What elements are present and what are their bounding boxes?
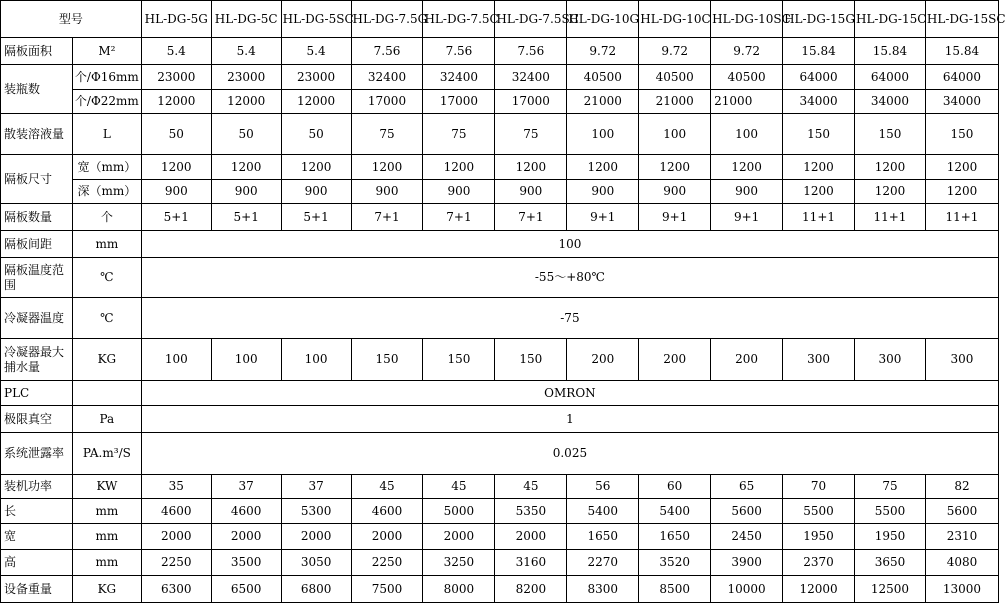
shelf-area-value: 15.84 bbox=[783, 38, 855, 65]
shelf-count-value: 9+1 bbox=[567, 204, 639, 231]
weight-value: 8500 bbox=[639, 576, 711, 603]
bottle-count-value: 40500 bbox=[639, 65, 711, 90]
length-value: 4600 bbox=[211, 499, 281, 524]
bottle-count-row bbox=[1, 65, 999, 90]
bulk-volume-value: 75 bbox=[495, 114, 567, 155]
shelf-count-value: 7+1 bbox=[351, 204, 423, 231]
shelf-count-label: 隔板数量 bbox=[1, 204, 73, 231]
length-value: 5500 bbox=[783, 499, 855, 524]
length-value: 5000 bbox=[423, 499, 495, 524]
bottle-count-label: 装瓶数 bbox=[1, 65, 73, 114]
height-value: 3650 bbox=[855, 550, 926, 576]
plc-label: PLC bbox=[1, 381, 73, 406]
shelf-size-value: 1200 bbox=[281, 155, 351, 180]
leak-rate-unit: PA.m³/S bbox=[72, 433, 141, 475]
shelf-spacing-unit: mm bbox=[72, 231, 141, 258]
condenser-capacity-value: 100 bbox=[281, 339, 351, 381]
width-value: 2000 bbox=[211, 524, 281, 550]
width-value: 2000 bbox=[141, 524, 211, 550]
bulk-volume-value: 100 bbox=[567, 114, 639, 155]
leak-rate-label: 系统泄露率 bbox=[1, 433, 73, 475]
bottle-count-value: 32400 bbox=[495, 65, 567, 90]
bottle-count-value: 21000 bbox=[639, 90, 711, 114]
length-value: 5400 bbox=[567, 499, 639, 524]
power-value: 45 bbox=[495, 475, 567, 499]
shelf-count-value: 11+1 bbox=[783, 204, 855, 231]
weight-value: 12000 bbox=[783, 576, 855, 603]
condenser-capacity-value: 150 bbox=[423, 339, 495, 381]
vacuum-label: 极限真空 bbox=[1, 406, 73, 433]
height-label: 高 bbox=[1, 550, 73, 576]
shelf-count-value: 5+1 bbox=[211, 204, 281, 231]
width-value: 1650 bbox=[567, 524, 639, 550]
width-label: 宽 bbox=[1, 524, 73, 550]
shelf-temp-row bbox=[1, 258, 999, 298]
weight-row bbox=[1, 576, 999, 603]
model-header: HL-DG-15C bbox=[855, 1, 926, 38]
condenser-capacity-value: 300 bbox=[925, 339, 998, 381]
power-value: 35 bbox=[141, 475, 211, 499]
power-value: 60 bbox=[639, 475, 711, 499]
condenser-capacity-value: 300 bbox=[855, 339, 926, 381]
bottle-count-value: 64000 bbox=[855, 65, 926, 90]
model-header: HL-DG-5G bbox=[141, 1, 211, 38]
bottle-count-value: 32400 bbox=[351, 65, 423, 90]
condenser-capacity-value: 200 bbox=[639, 339, 711, 381]
bulk-volume-value: 50 bbox=[281, 114, 351, 155]
bottle-count-unit: 个/Φ22mm bbox=[72, 90, 141, 114]
power-value: 45 bbox=[423, 475, 495, 499]
weight-value: 6800 bbox=[281, 576, 351, 603]
bulk-volume-unit: L bbox=[72, 114, 141, 155]
model-header: HL-DG-5SC bbox=[281, 1, 351, 38]
height-value: 3160 bbox=[495, 550, 567, 576]
weight-unit: KG bbox=[72, 576, 141, 603]
weight-value: 8000 bbox=[423, 576, 495, 603]
bottle-count-value: 17000 bbox=[495, 90, 567, 114]
shelf-size-value: 900 bbox=[639, 180, 711, 204]
shelf-size-label: 隔板尺寸 bbox=[1, 155, 73, 204]
model-header: HL-DG-7.5C bbox=[423, 1, 495, 38]
shelf-size-value: 1200 bbox=[423, 155, 495, 180]
height-value: 2250 bbox=[351, 550, 423, 576]
weight-value: 6500 bbox=[211, 576, 281, 603]
length-value: 5600 bbox=[711, 499, 783, 524]
width-value: 2000 bbox=[495, 524, 567, 550]
power-value: 70 bbox=[783, 475, 855, 499]
vacuum-unit: Pa bbox=[72, 406, 141, 433]
height-value: 4080 bbox=[925, 550, 998, 576]
bottle-count-value: 12000 bbox=[211, 90, 281, 114]
shelf-area-row bbox=[1, 38, 999, 65]
width-unit: mm bbox=[72, 524, 141, 550]
shelf-size-value: 1200 bbox=[495, 155, 567, 180]
shelf-size-value: 900 bbox=[281, 180, 351, 204]
height-value: 2270 bbox=[567, 550, 639, 576]
shelf-area-value: 5.4 bbox=[141, 38, 211, 65]
power-value: 37 bbox=[211, 475, 281, 499]
weight-value: 7500 bbox=[351, 576, 423, 603]
power-value: 65 bbox=[711, 475, 783, 499]
height-row bbox=[1, 550, 999, 576]
length-value: 5600 bbox=[925, 499, 998, 524]
shelf-size-value: 900 bbox=[423, 180, 495, 204]
shelf-count-value: 9+1 bbox=[711, 204, 783, 231]
bottle-count-value: 34000 bbox=[783, 90, 855, 114]
condenser-capacity-value: 100 bbox=[141, 339, 211, 381]
vacuum-value: 1 bbox=[141, 406, 998, 433]
bulk-volume-value: 50 bbox=[141, 114, 211, 155]
model-header: HL-DG-7.5G bbox=[351, 1, 423, 38]
shelf-size-value: 1200 bbox=[639, 155, 711, 180]
power-value: 45 bbox=[351, 475, 423, 499]
bulk-volume-value: 150 bbox=[783, 114, 855, 155]
shelf-area-value: 5.4 bbox=[211, 38, 281, 65]
shelf-area-value: 7.56 bbox=[351, 38, 423, 65]
bottle-count-row bbox=[1, 90, 999, 114]
shelf-spacing-value: 100 bbox=[141, 231, 998, 258]
shelf-size-unit: 深（mm） bbox=[72, 180, 141, 204]
bulk-volume-value: 100 bbox=[711, 114, 783, 155]
shelf-count-value: 11+1 bbox=[925, 204, 998, 231]
width-value: 2000 bbox=[423, 524, 495, 550]
condenser-capacity-value: 150 bbox=[495, 339, 567, 381]
condenser-temp-value: -75 bbox=[141, 298, 998, 339]
shelf-area-value: 9.72 bbox=[567, 38, 639, 65]
height-value: 3900 bbox=[711, 550, 783, 576]
bottle-count-value: 23000 bbox=[211, 65, 281, 90]
condenser-temp-label: 冷凝器温度 bbox=[1, 298, 73, 339]
power-value: 82 bbox=[925, 475, 998, 499]
shelf-size-value: 900 bbox=[495, 180, 567, 204]
condenser-capacity-value: 200 bbox=[711, 339, 783, 381]
shelf-temp-unit: ℃ bbox=[72, 258, 141, 298]
width-value: 1950 bbox=[783, 524, 855, 550]
weight-value: 13000 bbox=[925, 576, 998, 603]
shelf-size-value: 900 bbox=[211, 180, 281, 204]
shelf-size-row bbox=[1, 155, 999, 180]
model-header: HL-DG-15SC bbox=[925, 1, 998, 38]
weight-value: 10000 bbox=[711, 576, 783, 603]
condenser-capacity-value: 100 bbox=[211, 339, 281, 381]
power-value: 75 bbox=[855, 475, 926, 499]
bottle-count-value: 21000 bbox=[567, 90, 639, 114]
shelf-size-value: 1200 bbox=[141, 155, 211, 180]
shelf-area-value: 7.56 bbox=[423, 38, 495, 65]
condenser-temp-unit: ℃ bbox=[72, 298, 141, 339]
model-header: HL-DG-10G bbox=[567, 1, 639, 38]
height-value: 2250 bbox=[141, 550, 211, 576]
condenser-capacity-value: 200 bbox=[567, 339, 639, 381]
bottle-count-value: 34000 bbox=[855, 90, 926, 114]
condenser-capacity-unit: KG bbox=[72, 339, 141, 381]
shelf-area-value: 15.84 bbox=[925, 38, 998, 65]
shelf-count-value: 7+1 bbox=[423, 204, 495, 231]
shelf-area-value: 9.72 bbox=[711, 38, 783, 65]
bottle-count-value: 12000 bbox=[141, 90, 211, 114]
shelf-size-row bbox=[1, 180, 999, 204]
shelf-size-value: 1200 bbox=[925, 180, 998, 204]
width-value: 2000 bbox=[281, 524, 351, 550]
shelf-size-value: 1200 bbox=[783, 155, 855, 180]
width-value: 2000 bbox=[351, 524, 423, 550]
bulk-volume-label: 散装溶液量 bbox=[1, 114, 73, 155]
condenser-capacity-value: 300 bbox=[783, 339, 855, 381]
bulk-volume-value: 75 bbox=[351, 114, 423, 155]
condenser-capacity-value: 150 bbox=[351, 339, 423, 381]
shelf-size-unit: 宽（mm） bbox=[72, 155, 141, 180]
height-value: 2370 bbox=[783, 550, 855, 576]
bottle-count-value: 40500 bbox=[567, 65, 639, 90]
plc-unit bbox=[72, 381, 141, 406]
length-unit: mm bbox=[72, 499, 141, 524]
width-value: 1950 bbox=[855, 524, 926, 550]
shelf-size-value: 900 bbox=[711, 180, 783, 204]
shelf-area-value: 5.4 bbox=[281, 38, 351, 65]
leak-rate-row bbox=[1, 433, 999, 475]
bulk-volume-value: 150 bbox=[925, 114, 998, 155]
power-label: 装机功率 bbox=[1, 475, 73, 499]
length-value: 5300 bbox=[281, 499, 351, 524]
shelf-area-label: 隔板面积 bbox=[1, 38, 73, 65]
length-value: 5400 bbox=[639, 499, 711, 524]
shelf-count-value: 9+1 bbox=[639, 204, 711, 231]
shelf-size-value: 1200 bbox=[783, 180, 855, 204]
weight-value: 8300 bbox=[567, 576, 639, 603]
shelf-size-value: 900 bbox=[567, 180, 639, 204]
leak-rate-value: 0.025 bbox=[141, 433, 998, 475]
bulk-volume-value: 100 bbox=[639, 114, 711, 155]
power-value: 37 bbox=[281, 475, 351, 499]
bottle-count-value: 12000 bbox=[281, 90, 351, 114]
header-row bbox=[1, 1, 999, 38]
shelf-size-value: 1200 bbox=[351, 155, 423, 180]
condenser-temp-row bbox=[1, 298, 999, 339]
bulk-volume-row bbox=[1, 114, 999, 155]
shelf-size-value: 900 bbox=[141, 180, 211, 204]
height-value: 3250 bbox=[423, 550, 495, 576]
bottle-count-value: 23000 bbox=[281, 65, 351, 90]
shelf-area-value: 7.56 bbox=[495, 38, 567, 65]
length-value: 5350 bbox=[495, 499, 567, 524]
length-value: 4600 bbox=[351, 499, 423, 524]
height-unit: mm bbox=[72, 550, 141, 576]
shelf-spacing-row bbox=[1, 231, 999, 258]
plc-row bbox=[1, 381, 999, 406]
shelf-area-value: 9.72 bbox=[639, 38, 711, 65]
power-unit: KW bbox=[72, 475, 141, 499]
bulk-volume-value: 75 bbox=[423, 114, 495, 155]
vacuum-row bbox=[1, 406, 999, 433]
model-header: HL-DG-10C bbox=[639, 1, 711, 38]
height-value: 3520 bbox=[639, 550, 711, 576]
model-header-label: 型号 bbox=[1, 1, 142, 38]
power-value: 56 bbox=[567, 475, 639, 499]
bottle-count-value: 64000 bbox=[783, 65, 855, 90]
bottle-count-value: 17000 bbox=[423, 90, 495, 114]
shelf-count-value: 5+1 bbox=[281, 204, 351, 231]
bottle-count-value: 32400 bbox=[423, 65, 495, 90]
weight-label: 设备重量 bbox=[1, 576, 73, 603]
bottle-count-value: 17000 bbox=[351, 90, 423, 114]
bottle-count-value: 40500 bbox=[711, 65, 783, 90]
shelf-size-value: 1200 bbox=[855, 180, 926, 204]
shelf-count-value: 11+1 bbox=[855, 204, 926, 231]
shelf-size-value: 900 bbox=[351, 180, 423, 204]
model-header: HL-DG-10SC bbox=[711, 1, 783, 38]
model-header: HL-DG-7.5SC bbox=[495, 1, 567, 38]
bottle-count-value: 64000 bbox=[925, 65, 998, 90]
width-value: 2310 bbox=[925, 524, 998, 550]
shelf-temp-label: 隔板温度范围 bbox=[1, 258, 73, 298]
weight-value: 6300 bbox=[141, 576, 211, 603]
height-value: 3050 bbox=[281, 550, 351, 576]
width-value: 1650 bbox=[639, 524, 711, 550]
length-value: 5500 bbox=[855, 499, 926, 524]
length-label: 长 bbox=[1, 499, 73, 524]
shelf-spacing-label: 隔板间距 bbox=[1, 231, 73, 258]
shelf-count-value: 5+1 bbox=[141, 204, 211, 231]
shelf-size-value: 1200 bbox=[211, 155, 281, 180]
length-value: 4600 bbox=[141, 499, 211, 524]
plc-value: OMRON bbox=[141, 381, 998, 406]
shelf-size-value: 1200 bbox=[567, 155, 639, 180]
condenser-capacity-row bbox=[1, 339, 999, 381]
width-value: 2450 bbox=[711, 524, 783, 550]
bulk-volume-value: 50 bbox=[211, 114, 281, 155]
shelf-count-value: 7+1 bbox=[495, 204, 567, 231]
shelf-size-value: 1200 bbox=[855, 155, 926, 180]
bottle-count-unit: 个/Φ16mm bbox=[72, 65, 141, 90]
model-header: HL-DG-5C bbox=[211, 1, 281, 38]
condenser-capacity-label: 冷凝器最大捕水量 bbox=[1, 339, 73, 381]
length-row bbox=[1, 499, 999, 524]
shelf-temp-value: -55～+80℃ bbox=[141, 258, 998, 298]
weight-value: 12500 bbox=[855, 576, 926, 603]
height-value: 3500 bbox=[211, 550, 281, 576]
width-row bbox=[1, 524, 999, 550]
shelf-size-value: 1200 bbox=[711, 155, 783, 180]
weight-value: 8200 bbox=[495, 576, 567, 603]
model-header: HL-DG-15G bbox=[783, 1, 855, 38]
bottle-count-value: 23000 bbox=[141, 65, 211, 90]
shelf-area-value: 15.84 bbox=[855, 38, 926, 65]
shelf-count-unit: 个 bbox=[72, 204, 141, 231]
shelf-count-row bbox=[1, 204, 999, 231]
bottle-count-value: 34000 bbox=[925, 90, 998, 114]
bulk-volume-value: 150 bbox=[855, 114, 926, 155]
bottle-count-value: 21000 bbox=[711, 90, 783, 114]
shelf-area-unit: M² bbox=[72, 38, 141, 65]
power-row bbox=[1, 475, 999, 499]
shelf-size-value: 1200 bbox=[925, 155, 998, 180]
